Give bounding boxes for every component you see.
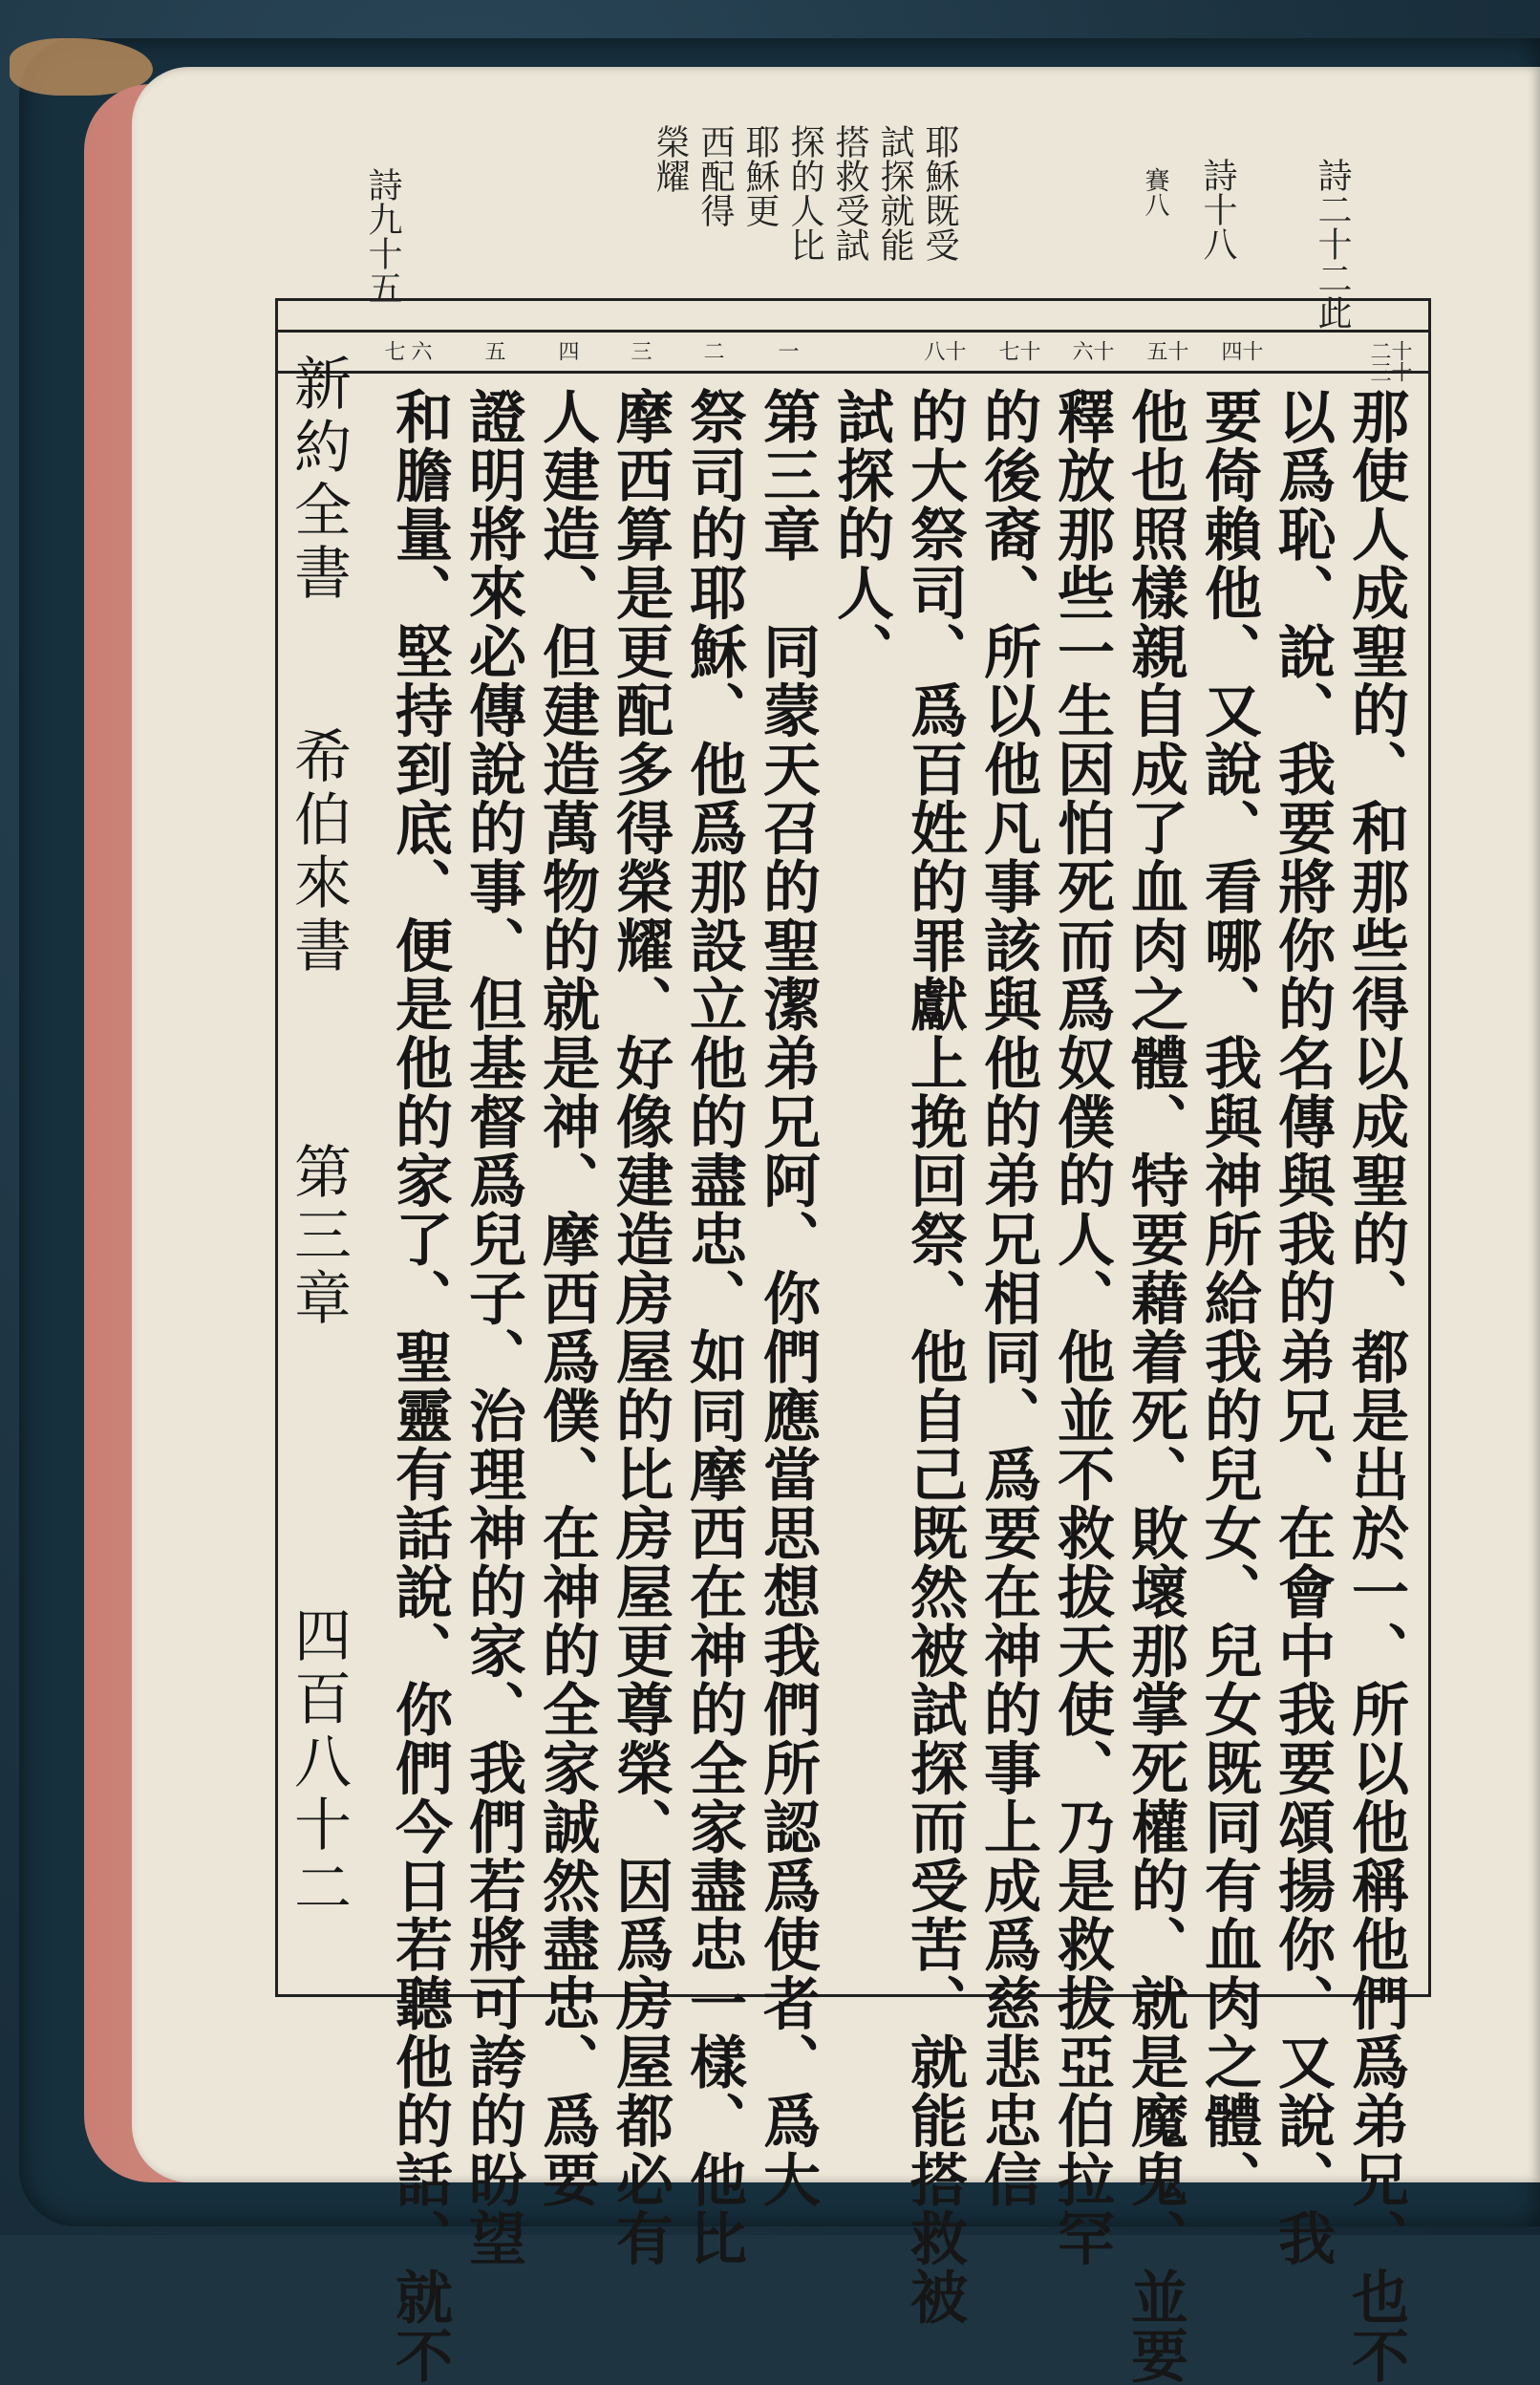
text-column: 那使人成聖的、和那些得以成聖的、都是出於一、所以他稱他們爲弟兄、也不 [1342,387,1409,2385]
verse-number: 五 [481,340,505,361]
verse-number: 十八 [921,340,966,361]
text-column: 他也照樣親自成了血肉之體、特要藉着死、敗壞那掌死權的、就是魔鬼、並要 [1122,387,1188,2385]
chapter-label: 第三章 [285,1142,352,1331]
epistle-title: 希伯來書 [285,726,352,978]
margin-ref-3: 賽八 [1141,167,1169,217]
sidebar-heading-line: 榮耀 [651,124,690,193]
text-column: 以爲恥、說、我要將你的名傳與我的弟兄、在會中我要頌揚你、又說、我 [1269,387,1336,2267]
chapter-heading-column: 第三章 同蒙天召的聖潔弟兄阿、你們應當思想我們所認爲使者、爲大 [754,387,821,2209]
margin-ref-4: 詩九十五 [363,167,402,305]
book-title: 新約全書 [285,354,352,606]
sidebar-heading-line: 耶穌既受 [920,124,959,262]
verse-number: 六 [408,340,432,361]
sidebar-heading-line: 耶穌更 [740,124,780,227]
verse-number: 十七 [995,340,1040,361]
verse-number: 十四 [1218,340,1263,361]
sidebar-heading-line: 試探就能 [875,124,914,262]
page-number: 四百八十二 [285,1605,352,1921]
margin-ref-2: 詩十八 [1198,158,1237,261]
verse-number-rule [275,371,1431,374]
sidebar-heading-line: 西配得 [695,124,735,227]
text-column: 人建造、但建造萬物的就是神、摩西爲僕、在神的全家誠然盡忠、爲要 [533,387,600,2209]
sidebar-heading-line: 搭救受試 [830,124,869,262]
verse-number: 一 [775,340,799,361]
verse-number: 二 [700,340,724,361]
text-column: 的後裔、所以他凡事該與他的弟兄相同、爲要在神的事上成爲慈悲忠信 [974,387,1041,2209]
margin-ref-1: 詩二十二此 [1313,158,1352,330]
verse-number: 十六 [1069,340,1114,361]
verse-number: 七 [381,340,405,361]
verse-number: 十二 [1367,340,1412,361]
text-column: 的大祭司、爲百姓的罪獻上挽回祭、他自己既然被試探而受苦、就能搭救被 [901,387,968,2327]
text-column: 祭司的耶穌、他爲那設立他的盡忠、如同摩西在神的全家盡忠一樣、他比 [680,387,747,2267]
text-column: 要倚賴他、又說、看哪、我與神所給我的兒女、兒女既同有血肉之體、 [1195,387,1262,2209]
verse-number: 十五 [1144,340,1188,361]
verse-number: 十三 [1367,361,1412,382]
verse-number: 三 [628,340,652,361]
text-column: 和膽量、堅持到底、便是他的家了、聖靈有話說、你們今日若聽他的話、就不 [386,387,453,2385]
text-column: 試探的人、 [827,387,894,681]
sidebar-heading-line: 探的人比 [785,124,824,262]
text-column: 釋放那些一生因怕死而爲奴僕的人、他並不救拔天使、乃是救拔亞伯拉罕 [1048,387,1115,2267]
verse-number: 四 [555,340,579,361]
text-column: 摩西算是更配多得榮耀、好像建造房屋的比房屋更尊榮、因爲房屋都必有 [607,387,674,2267]
text-column: 證明將來必傳說的事、但基督爲兒子、治理神的家、我們若將可誇的盼望 [460,387,526,2267]
